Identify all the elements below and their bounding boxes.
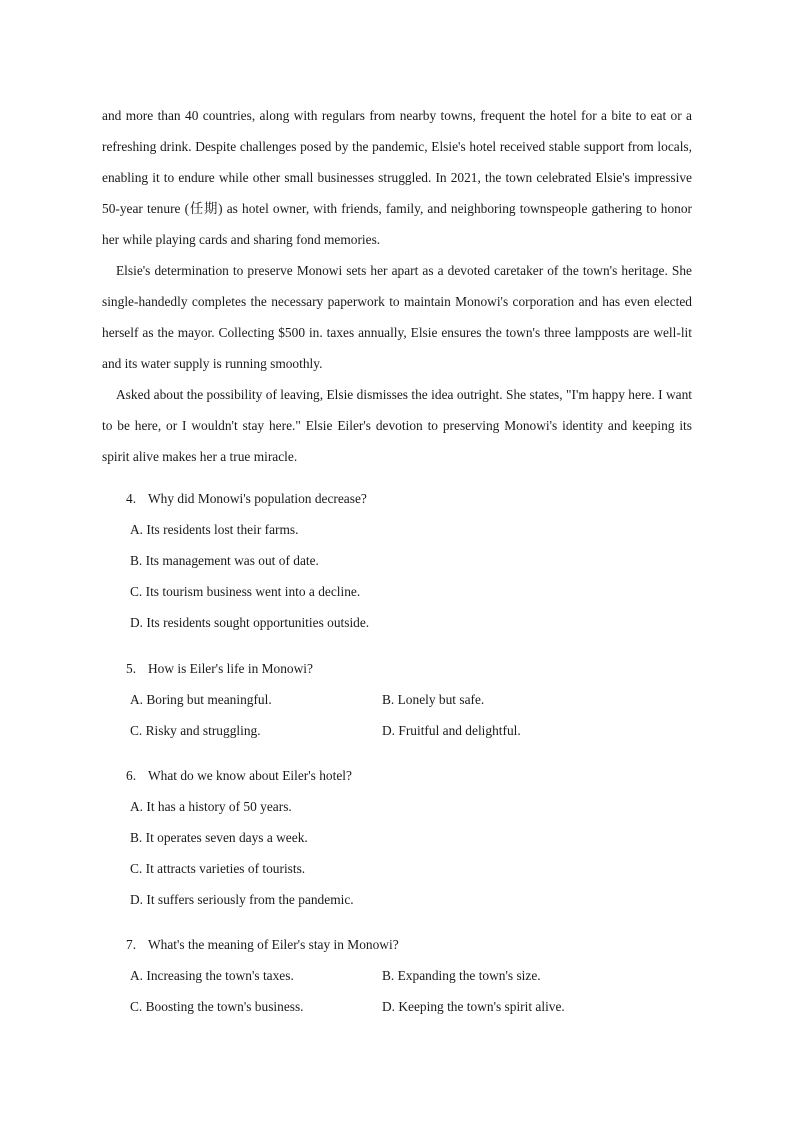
option-row [126,715,696,746]
question-number: 7. [126,937,137,952]
passage-paragraph-1: and more than 40 countries, along with regulars from nearby towns, frequent the hotel for a bite to eat or a refreshing drink. Despite challenges posed by the pandemic, Elsie's hotel received stable support from locals, enabling it to endure while other small businesses struggled. In 2021, the town celebrated Elsie's impressive 50-year tenure (任期) as hotel owner, with friends, family, and neighboring townspeople gathering to honor her while playing cards and sharing fond memories. [102,108,692,247]
option-d: D. Keeping the town's spirit alive. [382,999,565,1014]
option-b: B. Lonely but safe. [382,692,485,707]
option-c: C. Boosting the town's business. [130,999,304,1014]
passage-paragraph-2: Elsie's determination to preserve Monowi sets her apart as a devoted caretaker of the town's heritage. She single-handedly completes the necessary paperwork to maintain Monowi's corporation and has even elected herself as the mayor. Collecting $500 in. taxes annually, Elsie ensures the town's three lampposts are well-lit and its water supply is running smoothly. [102,263,692,371]
option-row [126,684,696,715]
question-number: 6. [126,768,137,783]
option-c: C. It attracts varieties of tourists. [130,861,306,876]
question-stem [126,929,696,960]
option-b: B. It operates seven days a week. [130,830,308,845]
passage-paragraph-3: Asked about the possibility of leaving, Elsie dismisses the idea outright. She states, "I'm happy here. I want to be here, or I wouldn't stay here." Elsie Eiler's devotion to preserving Monowi's identity and keeping its spirit alive makes her a true miracle. [102,387,692,464]
option-a: A. Increasing the town's taxes. [130,968,294,983]
option-b: B. Expanding the town's size. [382,968,541,983]
question-7 [126,929,696,1022]
option-d: D. Its residents sought opportunities outside. [130,615,370,630]
question-number: 4. [126,491,137,506]
question-6 [126,760,696,915]
option-d: D. Fruitful and delightful. [382,723,521,738]
question-number: 5. [126,661,137,676]
option-row [126,960,696,991]
option-a: A. Its residents lost their farms. [130,522,299,537]
question-text: What do we know about Eiler's hotel? [148,768,352,783]
reading-passage [102,100,692,472]
question-5 [126,653,696,746]
option-b: B. Its management was out of date. [130,553,319,568]
option-row [126,991,696,1022]
option-c: C. Risky and struggling. [130,723,261,738]
question-stem [126,653,696,684]
option-c: C. Its tourism business went into a decline. [130,584,361,599]
question-stem [126,760,696,791]
option-a: A. It has a history of 50 years. [130,799,292,814]
question-text: What's the meaning of Eiler's stay in Monowi? [148,937,399,952]
question-stem [126,483,696,514]
question-text: How is Eiler's life in Monowi? [148,661,313,676]
option-d: D. It suffers seriously from the pandemic. [130,892,354,907]
option-a: A. Boring but meaningful. [130,692,272,707]
question-text: Why did Monowi's population decrease? [148,491,367,506]
question-4 [126,483,696,638]
